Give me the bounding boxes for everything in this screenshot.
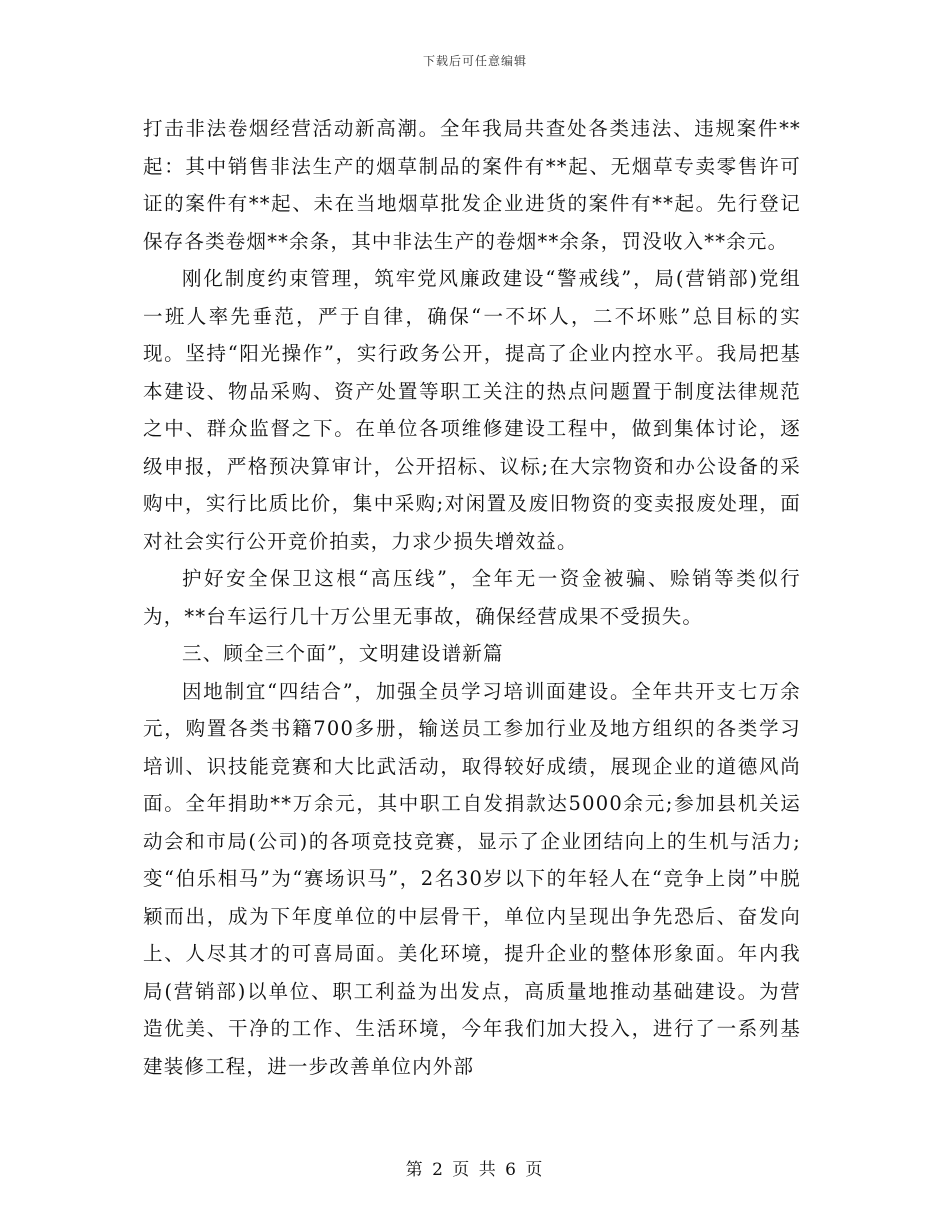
section-heading: 三、顾全三个面”，文明建设谱新篇	[182, 642, 504, 665]
paragraph-4: 因地制宜“四结合”，加强全员学习培训面建设。全年共开支七万余元，购置各类书籍700多册，输送员工参加行业及地方组织的各类学习培训、识技能竞赛和大比武活动，取得较好成绩，展现企业的道德风尚面。全年捐助**万余元，其中职工自发捐款达5000余元;参加县机关运动会和市局(公司)的各项竞技竞赛，显示了企业团结向上的生机与活力;变“伯乐相马”为“赛场识马”，2名30岁以下的年轻人在“竞争上岗”中脱颖而出，成为下年度单位的中层骨干，单位内呈现出争先恐后、奋发向上、人尽其才的可喜局面。美化环境，提升企业的整体形象面。年内我局(营销部)以单位、职工利益为出发点，高质量地推动基础建设。为营造优美、干净的工作、生活环境，今年我们加大投入，进行了一系列基建装修工程，进一步改善单位内外部	[143, 679, 801, 1078]
paragraph-1: 打击非法卷烟经营活动新高潮。全年我局共查处各类违法、违规案件**起：其中销售非法生产的烟草制品的案件有**起、无烟草专卖零售许可证的案件有**起、未在当地烟草批发企业进货的案件有**起。先行登记保存各类卷烟**余条，其中非法生产的卷烟**余条，罚没收入**余元。	[143, 117, 801, 253]
paragraph-2: 刚化制度约束管理，筑牢党风廉政建设“警戒线”，局(营销部)党组一班人率先垂范，严于自律，确保“一不坏人，二不坏账”总目标的实现。坚持“阳光操作”，实行政务公开，提高了企业内控水平。我局把基本建设、物品采购、资产处置等职工关注的热点问题置于制度法律规范之中、群众监督之下。在单位各项维修建设工程中，做到集体讨论，逐级申报，严格预决算审计，公开招标、议标;在大宗物资和办公设备的采购中，实行比质比价，集中采购;对闲置及废旧物资的变卖报废处理，面对社会实行公开竞价拍卖，力求少损失增效益。	[143, 267, 801, 553]
paragraph-3: 护好安全保卫这根“高压线”，全年无一资金被骗、赊销等类似行为，**台车运行几十万公里无事故，确保经营成果不受损失。	[143, 567, 801, 628]
document-body	[143, 110, 801, 1085]
page-number-footer: 第 2 页 共 6 页	[405, 1160, 545, 1180]
page-header: 下载后可任意编辑	[422, 54, 527, 68]
